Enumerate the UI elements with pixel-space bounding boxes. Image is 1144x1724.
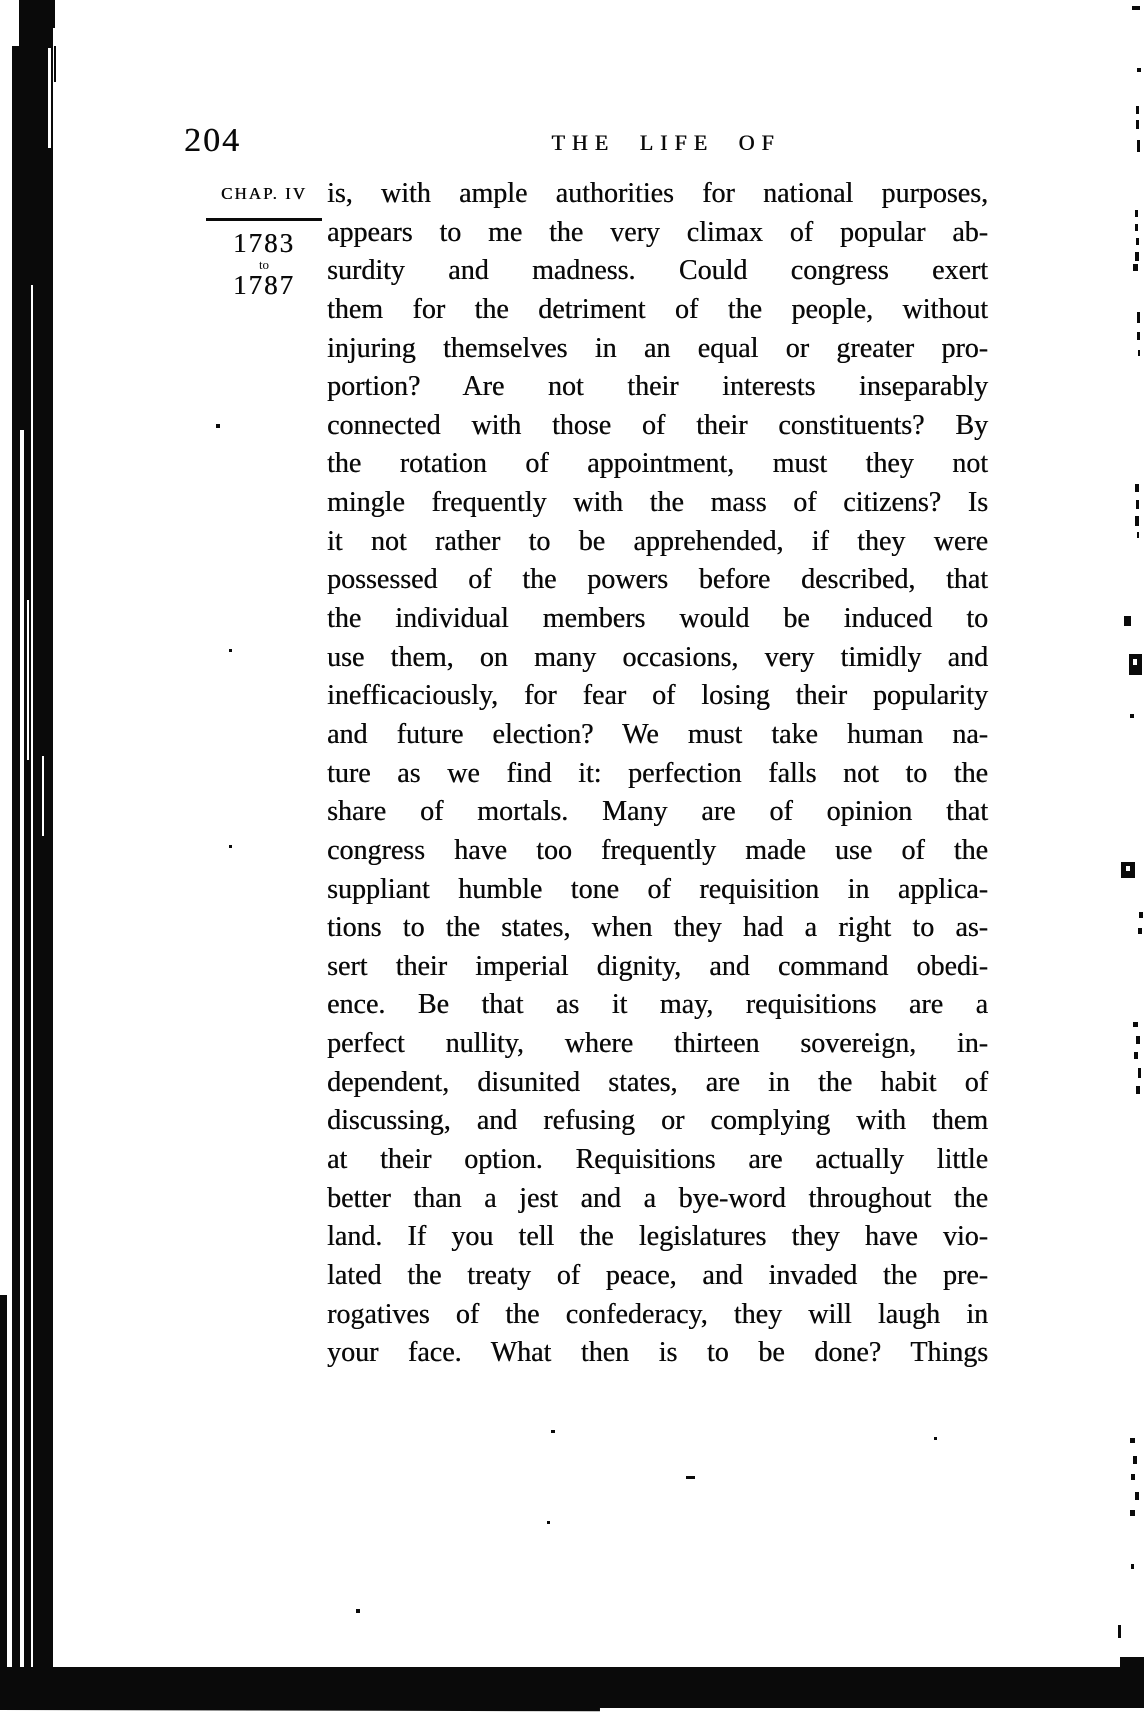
text-line: and future election? We must take human na- <box>327 718 988 750</box>
text-line: at their option. Requisitions are actually little <box>327 1144 988 1176</box>
text-line: possessed of the powers before described, that <box>327 564 988 596</box>
text-line: tions to the states, when they had a right to as- <box>327 912 988 944</box>
chapter-label: CHAP. IV <box>221 184 307 203</box>
date-end: 1787 <box>233 270 295 300</box>
text-line: use them, on many occasions, very timidly and <box>327 641 988 673</box>
text-line: rogatives of the confederacy, they will laugh in <box>327 1298 988 1330</box>
text-line: the individual members would be induced to <box>327 603 988 635</box>
text-line: land. If you tell the legislatures they have vio- <box>327 1221 988 1253</box>
text-line: them for the detriment of the people, without <box>327 293 988 325</box>
text-line: share of mortals. Many are of opinion that <box>327 796 988 828</box>
body-text <box>327 175 988 1373</box>
text-line: lated the treaty of peace, and invaded the pre- <box>327 1259 988 1291</box>
text-line: the rotation of appointment, must they not <box>327 448 988 480</box>
text-line: perfect nullity, where thirteen sovereign, in- <box>327 1028 988 1060</box>
text-line: discussing, and refusing or complying with them <box>327 1105 988 1137</box>
text-line: inefficaciously, for fear of losing their popularity <box>327 680 988 712</box>
text-line: suppliant humble tone of requisition in applica- <box>327 873 988 905</box>
text-line: surdity and madness. Could congress exert <box>327 255 988 287</box>
running-header: THE LIFE OF <box>551 130 781 155</box>
text-line: sert their imperial dignity, and command obedi- <box>327 950 988 982</box>
text-line: dependent, disunited states, are in the habit of <box>327 1066 988 1098</box>
text-line: better than a jest and a bye-word throughout the <box>327 1182 988 1214</box>
date-start: 1783 <box>233 228 295 258</box>
text-line: appears to me the very climax of popular ab- <box>327 216 988 248</box>
text-line: congress have too frequently made use of the <box>327 834 988 866</box>
text-line: it not rather to be apprehended, if they were <box>327 525 988 557</box>
text-line: ture as we find it: perfection falls not to the <box>327 757 988 789</box>
page-number: 204 <box>184 122 241 159</box>
text-line: injuring themselves in an equal or greater pro- <box>327 332 988 364</box>
text-line: mingle frequently with the mass of citizens? Is <box>327 487 988 519</box>
text-line: portion? Are not their interests inseparably <box>327 371 988 403</box>
text-line: ence. Be that as it may, requisitions are a <box>327 989 988 1021</box>
date-connector: to <box>258 257 270 272</box>
margin-rule <box>206 218 322 221</box>
text-line: is, with ample authorities for national purposes, <box>327 178 988 209</box>
text-line: connected with those of their constituents? By <box>327 409 988 441</box>
text-line: your face. What then is to be done? Things <box>327 1337 988 1369</box>
margin-note <box>205 184 323 299</box>
